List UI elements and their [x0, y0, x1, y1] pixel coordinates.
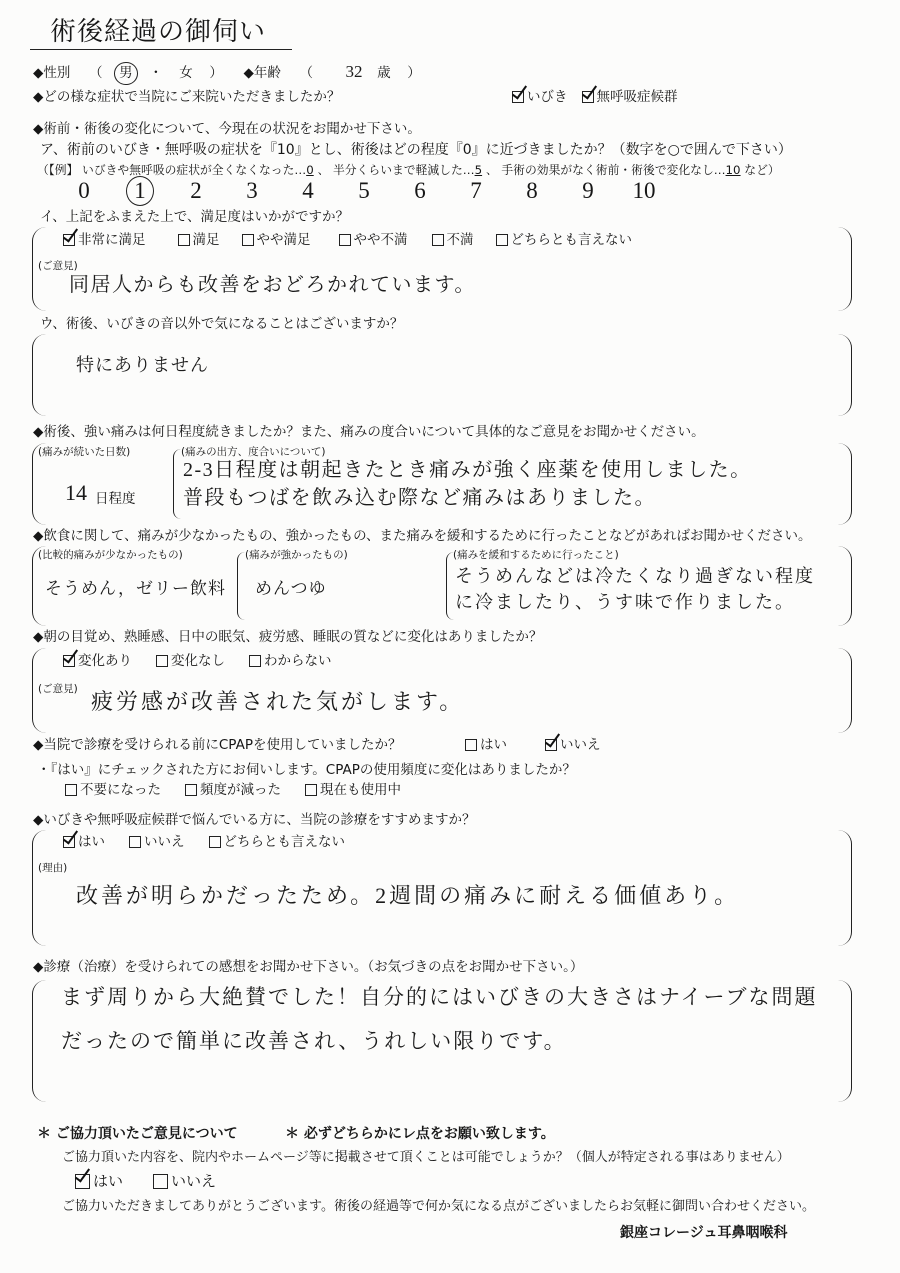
relief-answer-line-2[interactable]: に冷ましたり、うす味で作りました。 [455, 592, 795, 612]
example-text: など） [740, 163, 780, 177]
sex-open-bracket: （ [88, 65, 103, 81]
example-text: 、 半分くらいまで軽減した… [313, 163, 475, 177]
checkbox-cpap-no[interactable] [545, 737, 601, 754]
thanks-message: ご協力いただきましてありがとうございます。術後の経過等で何か気になる点がございましたらお気軽に御問い合わせください。 [62, 1199, 815, 1214]
checkbox-icon [242, 234, 254, 246]
sex-option-male[interactable]: 男 [119, 65, 133, 81]
sleep-options [63, 653, 356, 670]
option-label: はい [78, 834, 105, 850]
checkbox-no-longer-needed[interactable] [65, 782, 161, 799]
checkbox-no-change[interactable] [156, 653, 225, 670]
scale-option-5[interactable]: 5 [358, 178, 370, 203]
relief-label: (痛みを緩和するために行ったこと) [453, 549, 619, 561]
checkbox-icon [545, 739, 557, 751]
scale-option-6[interactable]: 6 [414, 178, 426, 203]
change-question-b: イ、上記をふまえた上で、満足度はいかがですか？ [40, 209, 350, 225]
food-divider-1 [237, 552, 248, 620]
consent-heading-right: ＊ 必ずどちらかにレ点をお願い致します。 [285, 1126, 555, 1142]
consent-question: ご協力頂いた内容を、院内やホームページ等に掲載させて頂くことは可能でしょうか？（個人が特定される事はありません） [62, 1150, 790, 1165]
recommend-box [32, 830, 852, 946]
cpap-options [465, 737, 625, 754]
checkbox-icon [582, 91, 594, 103]
sleep-opinion-answer[interactable]: 疲労感が改善された気がします。 [91, 689, 465, 714]
example-text: （【例】 いびきや無呼吸の症状が全くなくなった… [37, 163, 307, 177]
change-heading: ◆術前・術後の変化について、今現在の状況をお聞かせ下さい。 [33, 121, 421, 137]
satisfaction-opinion-answer[interactable]: 同居人からも改善をおどろかれています。 [69, 274, 476, 296]
satisfaction-options [63, 232, 656, 249]
cpap-followup-question: ・『はい』にチェックされた方にお伺いします。CPAPの使用頻度に変化はありましたか？ [37, 762, 576, 778]
checkbox-unknown[interactable] [249, 653, 332, 670]
less-pain-label: (比較的痛みが少なかったもの) [38, 549, 183, 561]
opinion-label: (ご意見) [38, 683, 78, 695]
checkbox-icon [305, 784, 317, 796]
checkbox-consent-yes[interactable] [75, 1172, 123, 1191]
scale-option-2[interactable]: 2 [190, 178, 202, 203]
option-label: はい [480, 737, 507, 753]
checkbox-icon [156, 655, 168, 667]
pain-days-label: (痛みが続いた日数) [38, 446, 131, 458]
checkbox-still-using[interactable] [305, 782, 401, 799]
symptoms-question: ◆どの様な症状で当院にご来院いただきましたか？ [33, 89, 341, 105]
scale-option-8[interactable]: 8 [526, 178, 538, 203]
checkbox-icon [153, 1174, 168, 1189]
option-label: いいえ [144, 834, 185, 850]
checkbox-icon [465, 739, 477, 751]
checkbox-consent-no[interactable] [153, 1172, 216, 1191]
option-label: いびき [527, 89, 568, 105]
clinic-name: 銀座コレージュ耳鼻咽喉科 [620, 1225, 788, 1241]
pain-days-unit: 日程度 [95, 491, 136, 507]
recommend-options [63, 834, 369, 851]
more-pain-label: (痛みが強かったもの) [245, 549, 348, 561]
checkbox-icon [178, 234, 190, 246]
checkbox-icon [209, 836, 221, 848]
option-label: 不満 [446, 232, 474, 248]
option-label: やや不満 [353, 232, 408, 248]
scale-option-0[interactable]: 0 [78, 178, 90, 203]
checkbox-somewhat-satisfied[interactable] [242, 232, 311, 249]
sex-close-bracket: ） [209, 65, 223, 81]
age-close-bracket: ） [407, 65, 421, 81]
option-label: どちらとも言えない [510, 232, 632, 248]
pain-question: ◆術後、強い痛みは何日程度続きましたか？また、痛みの度合いについて具体的なご意見をお聞かせください。 [33, 424, 705, 440]
checkbox-changed[interactable] [63, 653, 132, 670]
symptoms-options [512, 89, 702, 106]
opinion-label: (ご意見) [38, 260, 78, 272]
option-label: いいえ [560, 737, 601, 753]
checkbox-icon [129, 836, 141, 848]
scale-option-7[interactable]: 7 [470, 178, 482, 203]
sex-label: ◆性別 [33, 65, 71, 81]
checkbox-icon [75, 1174, 90, 1189]
checkbox-neither[interactable] [496, 232, 633, 249]
scale-option-4[interactable]: 4 [302, 178, 314, 203]
option-label: 不要になった [80, 782, 161, 798]
form-title: 術後経過の御伺い [50, 17, 267, 47]
change-question-a: ア、術前のいびき・無呼吸の症状を『10』とし、術後はどの程度『0』に近づきましたか？（数字を○で囲んで下さい） [40, 142, 792, 158]
age-open-bracket: （ [299, 65, 313, 81]
option-label: 変化あり [78, 653, 132, 669]
scale-option-10[interactable]: 10 [632, 178, 656, 203]
change-question-c: ウ、術後、いびきの音以外で気になることはございますか？ [40, 316, 404, 332]
checkbox-recommend-yes[interactable] [63, 834, 105, 851]
profile-row [33, 61, 421, 82]
checkbox-icon [512, 91, 524, 103]
checkbox-snoring[interactable] [512, 89, 568, 106]
title-underline [30, 49, 292, 50]
example-value: 0 [306, 163, 314, 177]
pain-detail-line-1[interactable]: 2-3日程度は朝起きたとき痛みが強く座薬を使用しました。 [183, 459, 752, 481]
more-pain-answer[interactable]: めんつゆ [255, 579, 327, 598]
checkbox-icon [249, 655, 261, 667]
checkbox-recommend-neither[interactable] [209, 834, 346, 851]
option-label: 無呼吸症候群 [596, 89, 678, 105]
other-concerns-answer[interactable]: 特にありません [76, 355, 209, 375]
checkbox-sleep-apnea[interactable] [582, 89, 678, 106]
checkbox-icon [63, 655, 75, 667]
age-label: ◆年齢 [243, 65, 281, 81]
relief-answer-line-1[interactable]: そうめんなどは冷たくなり過ぎない程度 [455, 566, 815, 586]
improvement-scale [56, 176, 672, 206]
scale-option-3[interactable]: 3 [246, 178, 258, 203]
satisfaction-box [32, 227, 852, 311]
less-pain-answer[interactable]: そうめん，ゼリー飲料 [45, 579, 227, 598]
pain-detail-line-2[interactable]: 普段もつばを飲み込む際など痛みはありました。 [183, 487, 656, 509]
checkbox-icon [65, 784, 77, 796]
food-question: ◆飲食に関して、痛みが少なかったもの、強かったもの、また痛みを緩和するために行ったことなどがあればお聞かせください。 [33, 528, 812, 544]
option-label: わからない [264, 653, 332, 669]
scale-option-9[interactable]: 9 [582, 178, 594, 203]
cpap-question: ◆当院で診療を受けられる前にCPAPを使用していましたか？ [33, 737, 402, 753]
checkbox-icon [185, 784, 197, 796]
checkbox-recommend-no[interactable] [129, 834, 185, 851]
recommend-question: ◆いびきや無呼吸症候群で悩んでいる方に、当院の診療をすすめますか？ [33, 812, 476, 828]
checkbox-icon [432, 234, 444, 246]
option-label: 満足 [192, 232, 220, 248]
checkbox-icon [63, 234, 75, 246]
pain-detail-label: (痛みの出方、度合いについて) [181, 446, 326, 458]
consent-options [75, 1172, 240, 1191]
age-value[interactable]: 32 [345, 62, 363, 81]
checkbox-dissatisfied[interactable] [432, 232, 474, 249]
sex-option-female[interactable]: 女 [179, 65, 193, 81]
scale-option-1[interactable]: 1 [112, 176, 168, 206]
impression-question: ◆診療（治療）を受けられての感想をお聞かせ下さい。（お気づきの点をお聞かせ下さい。） [33, 959, 584, 975]
food-box [32, 546, 852, 626]
checkbox-somewhat-dissatisfied[interactable] [339, 232, 408, 249]
age-unit: 歳 [377, 65, 391, 81]
checkbox-less-frequent[interactable] [185, 782, 281, 799]
checkbox-cpap-yes[interactable] [465, 737, 507, 754]
checkbox-very-satisfied[interactable] [63, 232, 146, 249]
option-label: いいえ [171, 1172, 217, 1190]
option-label: やや満足 [256, 232, 311, 248]
recommend-reason-answer[interactable]: 改善が明らかだったため。2週間の痛みに耐える価値あり。 [76, 883, 740, 908]
consent-heading-left: ＊ ご協力頂いたご意見について [37, 1126, 238, 1142]
impression-answer-line-1[interactable]: まず周りから大絶賛でした！自分的にはいびきの大きさはナイーブな問題 [61, 985, 818, 1009]
example-value: 5 [474, 163, 483, 177]
pain-days-value[interactable]: 14 [65, 480, 87, 505]
other-concerns-box [32, 334, 852, 416]
checkbox-icon [339, 234, 351, 246]
example-text: 、 手術の効果がなく術前・術後で変化なし… [482, 163, 726, 177]
option-label: 頻度が減った [200, 782, 281, 798]
impression-answer-line-2[interactable]: だったので簡単に改善され、うれしい限りです。 [61, 1029, 567, 1053]
reason-label: (理由) [38, 862, 68, 874]
checkbox-satisfied[interactable] [178, 232, 220, 249]
impression-box [32, 980, 852, 1102]
pain-box [32, 443, 852, 525]
option-label: どちらとも言えない [223, 834, 345, 850]
option-label: はい [93, 1172, 124, 1190]
sleep-question: ◆朝の目覚め、熟睡感、日中の眠気、疲労感、睡眠の質などに変化はありましたか？ [33, 629, 543, 645]
option-label: 非常に満足 [78, 232, 146, 248]
example-value: 10 [725, 163, 741, 177]
sleep-box [32, 648, 852, 733]
option-label: 変化なし [171, 653, 225, 669]
checkbox-icon [496, 234, 508, 246]
cpap-followup-options [65, 782, 425, 799]
sex-separator: ・ [149, 65, 163, 81]
checkbox-icon [63, 836, 75, 848]
option-label: 現在も使用中 [320, 782, 401, 798]
